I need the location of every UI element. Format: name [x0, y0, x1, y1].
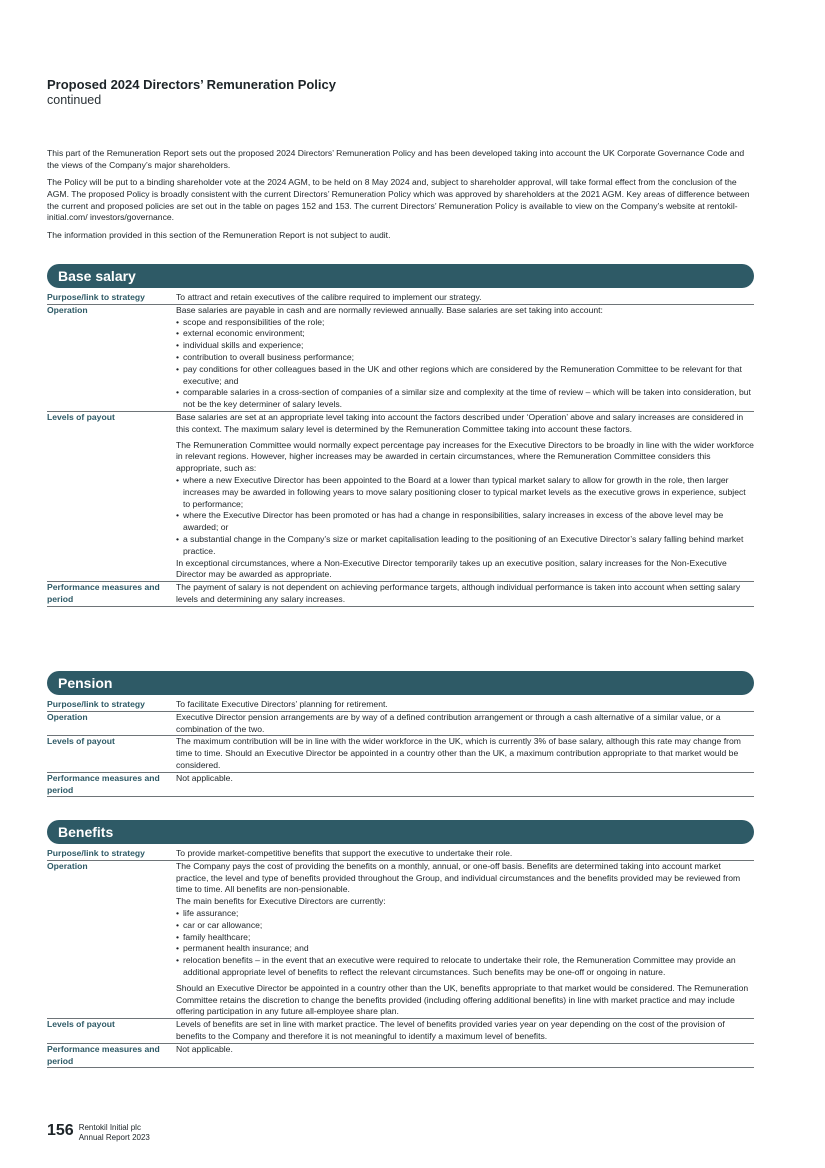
intro-paragraph: The information provided in this section of the Remuneration Report is not subject to audit.: [47, 229, 391, 240]
table-row: [47, 773, 754, 798]
row-label: Operation: [47, 711, 88, 722]
paragraph: Base salaries are payable in cash and are normally reviewed annually. Base salaries are set taking into account:: [176, 304, 603, 315]
intro-paragraph: The Policy will be put to a binding shareholder vote at the 2024 AGM, to be held on 8 May 2024 and, subject to shareholder approval, will take formal effect from the conclusion of the AGM. The proposed Policy is broadly consistent with the current Directors’ Remuneration Policy which was approved by shareholders at the 2021 AGM. Key areas of difference between the current and proposed policies are set out in the table on pages 152 and 153. The current Directors’ Remuneration Policy is available to view on the Company’s website at rentokil-initial.com/ investors/governance.: [47, 177, 750, 223]
page-number: 156: [47, 1122, 74, 1139]
list-item: • pay conditions for other colleagues based in the UK and other regions which are considered by the Remuneration Committee to be relevant for that executive; and: [176, 364, 754, 388]
list-item: • where a new Executive Director has been appointed to the Board at a lower than typical market salary to allow for growth in the role, then larger increases may be awarded in following years to move salary positioning closer to typical market levels as the executive grows in experience, subject to performance;: [176, 475, 754, 510]
paragraph: Should an Executive Director be appointed in a country other than the UK, benefits appropriate to that market would be considered. The Remuneration Committee retains the discretion to change the benefits provided (including offering additional benefits) in line with market practice and may include offering participation in any future all-employee share plan.: [176, 982, 749, 1017]
section-heading: Base salary: [47, 264, 754, 288]
intro-text: [47, 148, 757, 247]
table-row: [47, 582, 754, 607]
row-label: Levels of payout: [47, 1019, 115, 1030]
row-label: Operation: [47, 860, 88, 871]
bullet-list: [176, 475, 754, 558]
row-label: Purpose/link to strategy: [47, 848, 145, 858]
row-value: Not applicable.: [176, 772, 233, 783]
row-value: Not applicable.: [176, 1043, 233, 1054]
pension-section: [47, 671, 754, 797]
table-row: [47, 292, 754, 305]
paragraph: In exceptional circumstances, where a Non-Executive Director temporarily takes up an executive position, salary increases for the Non-Executive Director may be awarded as appropriate.: [176, 557, 727, 580]
list-item: • where the Executive Director has been promoted or has had a change in responsibilities, salary increases in excess of the above level may be awarded; or: [176, 510, 754, 534]
row-value: Levels of benefits are set in line with market practice. The level of benefits provided varies year on year depending on the cost of the provision of benefits to the Company and therefore it is not meaningful to identify a maximum level of benefits.: [176, 1019, 725, 1041]
page-header: [47, 77, 336, 108]
section-heading: Benefits: [47, 820, 754, 844]
row-value: To attract and retain executives of the calibre required to implement our strategy.: [176, 292, 482, 302]
paragraph: The Remuneration Committee would normally expect percentage pay increases for the Executive Directors to be broadly in line with the wider workforce in relevant regions. However, higher increases may be awarded in certain circumstances, where the Remuneration Committee considers this appropriate, such as:: [176, 439, 754, 474]
page-title: Proposed 2024 Directors’ Remuneration Policy: [47, 77, 336, 92]
footer-company: Rentokil Initial plc: [78, 1123, 141, 1132]
section-heading: Pension: [47, 671, 754, 695]
table-row: [47, 412, 754, 582]
list-item: • a substantial change in the Company’s size or market capitalisation leading to the positioning of an Executive Director’s salary falling behind market practice.: [176, 534, 754, 558]
intro-paragraph: This part of the Remuneration Report sets out the proposed 2024 Directors’ Remuneration Policy and has been developed taking into account the UK Corporate Governance Code and the views of the Company’s major shareholders.: [47, 148, 745, 170]
table-row: [47, 712, 754, 737]
row-value: The payment of salary is not dependent on achieving performance targets, although individual performance is taken into account when setting salary levels and determining any salary increases.: [176, 582, 741, 604]
list-item: • relocation benefits – in the event that an executive were required to relocate to undertake their role, the Remuneration Committee may provide an additional appropriate level of benefits to reflect the relevant circumstances. Such benefits may be one-off or ongoing in nature.: [176, 955, 754, 979]
row-value: [176, 305, 754, 411]
row-label: Performance measures and period: [47, 582, 160, 604]
paragraph: Base salaries are set at an appropriate level taking into account the factors described under ‘Operation’ above and salary increases are considered in this context. The maximum salary level is determined by the Remuneration Committee taking into account these factors.: [176, 411, 744, 434]
page-footer: [47, 1122, 150, 1142]
row-label: Purpose/link to strategy: [47, 699, 145, 709]
footer-text: [79, 1122, 150, 1142]
row-value: To provide market-competitive benefits that support the executive to undertake their role.: [176, 848, 513, 858]
row-label: Performance measures and period: [47, 772, 160, 795]
row-value: [176, 412, 754, 581]
paragraph: The main benefits for Executive Directors are currently:: [176, 896, 386, 907]
base-salary-section: [47, 264, 754, 607]
footer-report: Annual Report 2023: [78, 1132, 150, 1142]
row-value: [176, 861, 754, 1018]
row-label: Levels of payout: [47, 736, 115, 747]
row-value: The maximum contribution will be in line with the wider workforce in the UK, which is currently 3% of base salary, although this rate may change from time to time. Should an Executive Director be appointed in a country other than the UK, a maximum contribution appropriate to that market would be considered.: [176, 736, 741, 770]
list-item: • car or car allowance;: [176, 920, 754, 932]
list-item: • family healthcare;: [176, 932, 754, 944]
row-label: Levels of payout: [47, 411, 115, 422]
table-row: [47, 1019, 754, 1044]
row-label: Performance measures and period: [47, 1043, 160, 1066]
list-item: • permanent health insurance; and: [176, 943, 754, 955]
list-item: • comparable salaries in a cross-section of companies of a similar size and complexity at the time of review – which will be taken into consideration, but not be the key determiner of salary levels.: [176, 387, 754, 411]
page-subtitle: continued: [47, 93, 102, 107]
table-row: [47, 848, 754, 861]
table-row: [47, 1044, 754, 1069]
bullet-list: [176, 908, 754, 979]
list-item: • individual skills and experience;: [176, 340, 754, 352]
list-item: • scope and responsibilities of the role;: [176, 317, 754, 329]
table-row: [47, 861, 754, 1019]
row-label: Operation: [47, 304, 88, 315]
bullet-list: [176, 317, 754, 411]
table-row: [47, 699, 754, 712]
table-row: [47, 736, 754, 772]
benefits-section: [47, 820, 754, 1068]
table-row: [47, 305, 754, 412]
list-item: • contribution to overall business performance;: [176, 352, 754, 364]
list-item: • life assurance;: [176, 908, 754, 920]
list-item: • external economic environment;: [176, 328, 754, 340]
row-value: Executive Director pension arrangements are by way of a defined contribution arrangement or through a cash alternative of a similar value, or a combination of the two.: [176, 711, 721, 734]
row-label: Purpose/link to strategy: [47, 292, 145, 302]
paragraph: The Company pays the cost of providing the benefits on a monthly, annual, or one-off basis. Benefits are determined taking into account market practice, the level and type of benefits provided throughout the Group, and individual circumstances and the benefits provided may be reviewed from time to time. All benefits are non-pensionable.: [176, 860, 741, 895]
row-value: To facilitate Executive Directors’ planning for retirement.: [176, 699, 388, 709]
